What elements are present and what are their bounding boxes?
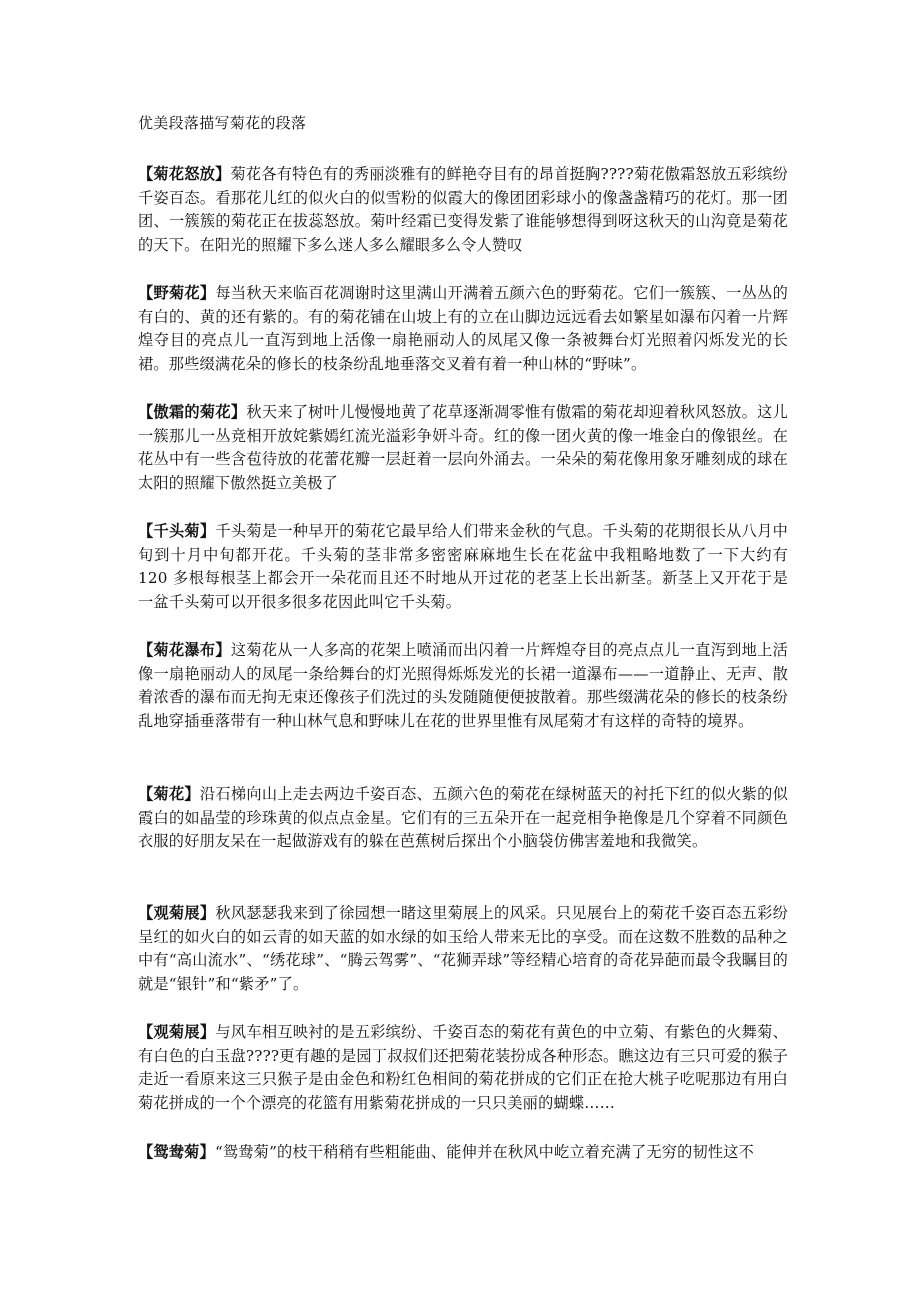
- paragraph-heading: 【菊花瀑布】: [138, 641, 231, 659]
- paragraph-heading: 【千头菊】: [138, 522, 216, 540]
- paragraph: [138, 520, 788, 614]
- paragraph-heading: 【鸳鸯菊】: [138, 1143, 215, 1161]
- paragraph-text: 每当秋天来临百花凋谢时这里满山开满着五颜六色的野菊花。它们一簇簇、一丛丛的有白的、黄的还有紫的。有的菊花铺在山坡上有的立在山脚边远远看去如繁星如瀑布闪着一片辉煌夺目的亮点儿一直泻到地上活像一扇艳丽动人的凤尾又像一条被舞台灯光照着闪烁发光的长裙。那些缀满花朵的修长的枝条纷乱地垂落交叉着有着一种山林的“野味”。: [138, 284, 789, 373]
- paragraph-heading: 【菊花】: [138, 785, 200, 803]
- paragraph-text: 沿石梯向山上走去两边千姿百态、五颜六色的菊花在绿树蓝天的衬托下红的似火紫的似霞白的如晶莹的珍珠黄的似点点金星。它们有的三五朵开在一起竞相争艳像是几个穿着不同颜色衣服的好朋友呆在一起做游戏有的躲在芭蕉树后探出个小脑袋仿佛害羞地和我微笑。: [138, 785, 788, 851]
- paragraph-heading: 【菊花怒放】: [138, 165, 231, 183]
- paragraph-heading: 【傲霜的菊花】: [138, 403, 247, 421]
- paragraph-text: 秋天来了树叶儿慢慢地黄了花草逐渐凋零惟有傲霜的菊花却迎着秋风怒放。这儿一簇那儿一丛竞相开放姹紫嫣红流光溢彩争妍斗奇。红的像一团火黄的像一堆金白的像银丝。在花丛中有一些含苞待放的花蕾花瓣一层赶着一层向外涌去。一朵朵的菊花像用象牙雕刻成的球在太阳的照耀下傲然挺立美极了: [138, 403, 789, 492]
- paragraph: [138, 783, 788, 854]
- paragraph-text: “鸳鸯菊”的枝干稍稍有些粗能曲、能伸并在秋风中屹立着充满了无穷的韧性这不: [214, 1143, 755, 1161]
- paragraph: [138, 401, 788, 495]
- paragraph: [138, 902, 788, 996]
- paragraph: [138, 639, 788, 733]
- paragraph: [138, 163, 788, 257]
- paragraph-text: 这菊花从一人多高的花架上喷涌而出闪着一片辉煌夺目的亮点点儿一直泻到地上活像一扇艳丽动人的凤尾一条给舞台的灯光照得烁烁发光的长裙一道瀑布——一道静止、无声、散着浓香的瀑布而无拘无束还像孩子们洗过的头发随随便便披散着。那些缀满花朵的修长的枝条纷乱地穿插垂落带有一种山林气息和野味儿在花的世界里惟有凤尾菊才有这样的奇特的境界。: [138, 641, 788, 730]
- paragraph-text: 与风车相互映衬的是五彩缤纷、千姿百态的菊花有黄色的中立菊、有紫色的火舞菊、有白色的白玉盘????更有趣的是园丁叔叔们还把菊花装扮成各种形态。瞧这边有三只可爱的猴子走近一看原来这三只猴子是由金色和粉红色相间的菊花拼成的它们正在抢大桃子吃呢那边有用白菊花拼成的一个个漂亮的花篮有用紫菊花拼成的一只只美丽的蝴蝶……: [138, 1023, 789, 1112]
- paragraph-text: 秋风瑟瑟我来到了徐园想一睹这里菊展上的风采。只见展台上的菊花千姿百态五彩纷呈红的如火白的如云青的如天蓝的如水绿的如玉给人带来无比的享受。而在这数不胜数的品种之中有“高山流水”、“绣花球”、“腾云驾雾”、“花狮弄球”等经精心培育的奇花异葩而最令我瞩目的就是“银针”和“紫矛”了。: [138, 904, 789, 993]
- paragraph-heading: 【观菊展】: [138, 904, 216, 922]
- paragraph: [138, 282, 788, 376]
- paragraph: [138, 1141, 788, 1165]
- paragraph-text: 菊花各有特色有的秀丽淡雅有的鲜艳夺目有的昂首挺胸????菊花傲霜怒放五彩缤纷千姿百态。看那花儿红的似火白的似雪粉的似霞大的像团团彩球小的像盏盏精巧的花灯。那一团团、一簇簇的菊花正在拔蕊怒放。菊叶经霜已变得发紫了谁能够想得到呀这秋天的山沟竟是菊花的天下。在阳光的照耀下多么迷人多么耀眼多么令人赞叹: [138, 165, 789, 254]
- paragraph: [138, 1021, 788, 1115]
- paragraph-heading: 【野菊花】: [138, 284, 216, 302]
- document-title: 优美段落描写菊花的段落: [138, 114, 307, 132]
- paragraph-text: 千头菊是一种早开的菊花它最早给人们带来金秋的气息。千头菊的花期很长从八月中旬到十月中旬都开花。千头菊的茎非常多密密麻麻地生长在花盆中我粗略地数了一下大约有 120 多根每根茎上都会开一朵花而且还不时地从开过花的老茎上长出新茎。新茎上又开花于是一盆千头菊可以开很多很多花因此叫它千头菊。: [138, 522, 789, 611]
- paragraph-heading: 【观菊展】: [138, 1023, 216, 1041]
